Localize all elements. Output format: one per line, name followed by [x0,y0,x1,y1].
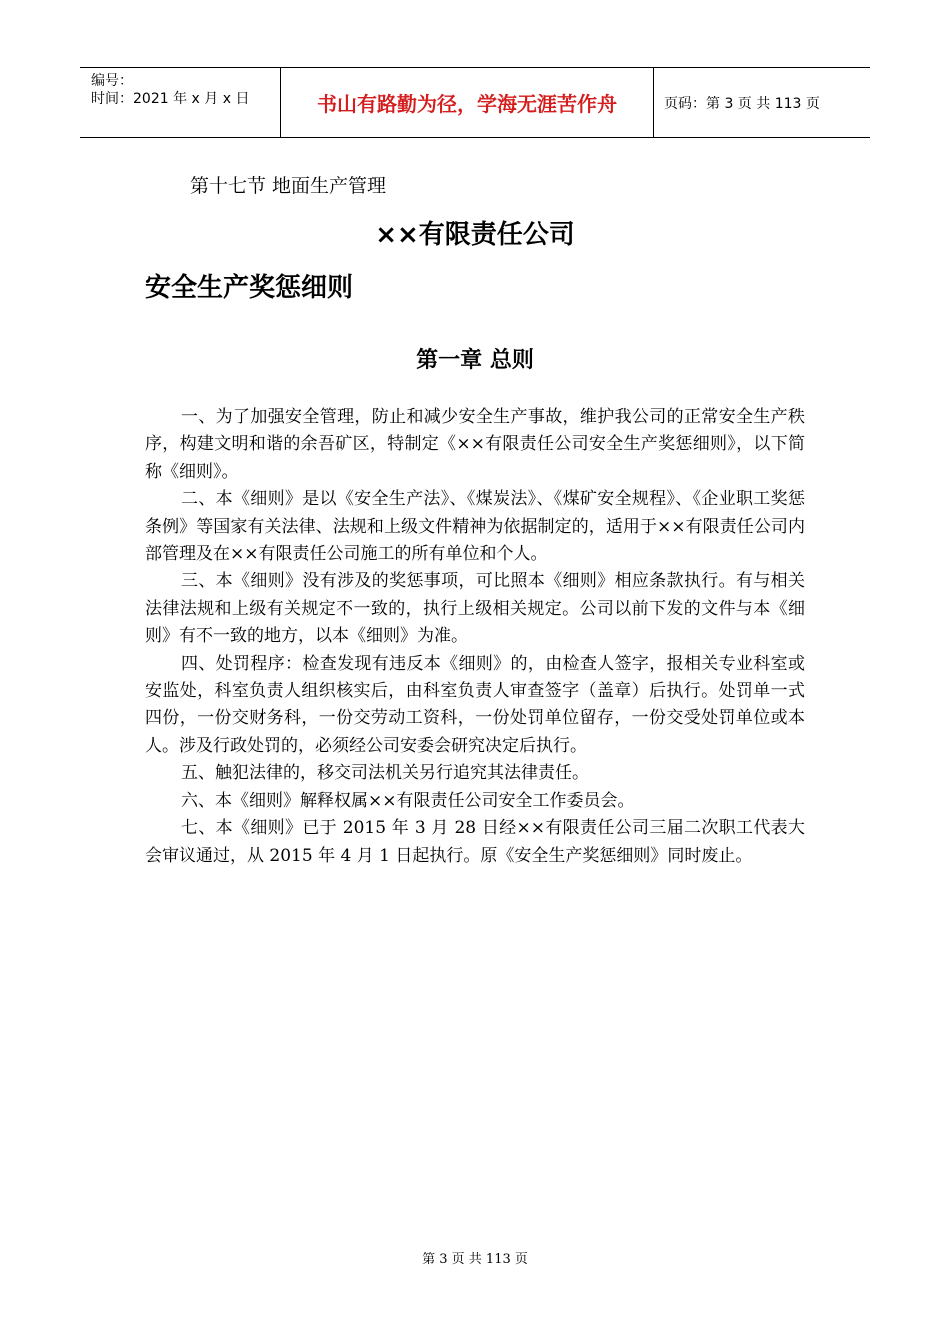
paragraph: 六、本《细则》解释权属××有限责任公司安全工作委员会。 [181,790,635,811]
company-title: ××有限责任公司 [375,220,575,250]
paragraph: 一、为了加强安全管理，防止和减少安全生产事故，维护我公司的正常安全生产秩序，构建文明和谐的余吾矿区，特制定《××有限责任公司安全生产奖惩细则》，以下简称《细则》。 [145,407,805,482]
header-meta [80,68,281,137]
header-date-label: 时间：2021 年 x 月 x 日 [91,91,250,107]
header-page-label: 页码：第 3 页 共 113 页 [664,95,820,112]
header-motto: 书山有路勤为径，学海无涯苦作舟 [281,68,654,137]
chapter-title: 第一章 总则 [416,348,534,373]
paragraph: 二、本《细则》是以《安全生产法》、《煤炭法》、《煤矿安全规程》、《企业职工奖惩条例》等国家有关法律、法规和上级文件精神为依据制定的，适用于××有限责任公司内部管理及在××有限责任公司施工的所有单位和个人。 [145,489,805,565]
paragraph: 三、本《细则》没有涉及的奖惩事项，可比照本《细则》相应条款执行。有与相关法律法规和上级有关规定不一致的，执行上级相关规定。公司以前下发的文件与本《细则》有不一致的地方，以本《细则》为准。 [145,571,805,647]
document-title: 安全生产奖惩细则 [145,273,354,303]
section-title: 第十七节 地面生产管理 [190,175,387,197]
page-header [80,67,870,138]
page-footer: 第 3 页 共 113 页 [422,1252,528,1267]
header-number-label: 编号： [91,73,133,89]
paragraph: 七、本《细则》已于 2015 年 3 月 28 日经××有限责任公司三届二次职工代表大会审议通过，从 2015 年 4 月 1 日起执行。原《安全生产奖惩细则》同时废止。 [145,818,805,866]
document-body [145,404,805,870]
paragraph: 四、处罚程序：检查发现有违反本《细则》的，由检查人签字，报相关专业科室或安监处，科室负责人组织核实后，由科室负责人审查签字（盖章）后执行。处罚单一式四份，一份交财务科，一份交劳动工资科，一份处罚单位留存，一份交受处罚单位或本人。涉及行政处罚的，必须经公司安委会研究决定后执行。 [145,653,805,756]
paragraph: 五、触犯法律的，移交司法机关另行追究其法律责任。 [181,763,589,784]
